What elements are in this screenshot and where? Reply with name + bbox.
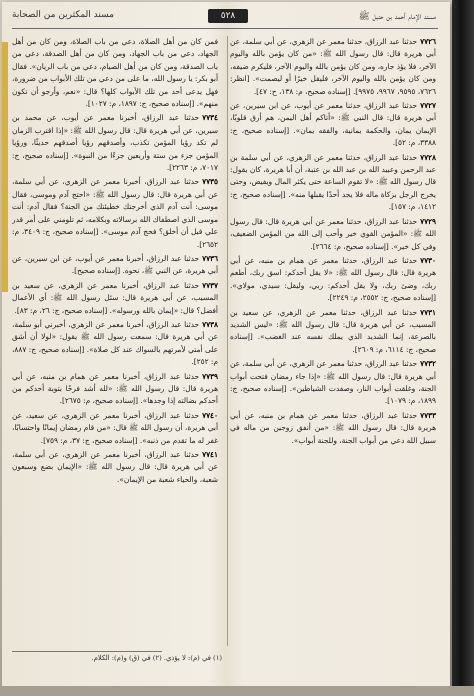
hadith-text: حدثنا عبد الرزاق، أخبرنا معمر عن الزهري، عن أبي سلمة، عن أبي هريرة قال: قال رسول الله ﷺ: «احتج آدم وموسى، فقال موسى: أنت آدم الذي أخرجتك خطيئتك من الجنة؟ فقال آدم: أنت موسى الذي اصطفاك الله برسالاته وبكلامه، ثم تلومني على أمر قدر علي قبل أن أخلق؟ فحج آدم موسى». [إسناده صحيح، ج: ٣٤٠٩، م: ٢٦٥٢].: [12, 177, 218, 249]
hadith-entry: [230, 358, 436, 408]
hadith-number: ٧٧٣٢: [420, 359, 436, 369]
hadith-text: حدثنا عبد الرزاق، حدثنا معمر عن الزهري، عن أبي سلمة، عن أبي هريرة قال: قال رسول الله ﷺ: «إذا جاء رمضان فتحت أبواب الجنة، وغلقت أبواب النار، وصفدت الشياطين». [إسناده صحيح، ج: ١٨٩٩، م: ١٠٧٩].: [230, 359, 436, 406]
hadith-number: ٧٧٢٦: [420, 37, 436, 46]
hadith-text: حدثنا عبد الرزاق، أخبرنا معمر عن الزهري، عن أبي سلمة، عن أبي هريرة قال: قال رسول الله ﷺ: «الإيمان بضع وسبعون شعبة، والحياء شعبة من الإيمان».: [12, 450, 218, 484]
hadith-entry: [12, 36, 218, 110]
hadith-entry: [12, 319, 218, 369]
hadith-entry: [230, 410, 436, 447]
text-column-right: [230, 36, 436, 658]
hadith-entry: [230, 216, 436, 253]
hadith-text: حدثنا عبد الرزاق، أخبرنا معمر عن الزهري، أخبرني أبو سلمة، عن أبي هريرة قال: سمعت رسول الله ﷺ يقول: «لولا أن أشق على أمتي لأمرتهم بالسواك عند كل صلاة». [إسناده صحيح، ج: ٨٨٧، م: ٢٥٢].: [12, 319, 218, 367]
footnote-rule: [12, 651, 162, 652]
hadith-number: ٧٧٣٤: [202, 113, 218, 123]
bottom-shadow: [0, 686, 474, 696]
hadith-text: حدثنا عبد الرزاق، حدثنا معمر عن الزهري، عن أبي سلمة بن عبد الرحمن وعبيد الله بن عبد الله بن عتبة، أن أبا هريرة، كان يقول: قال رسول الله ﷺ: «لا تقوم الساعة حتى يكثر المال ويفيض، وحتى يخرج الرجل بزكاة ماله فلا يجد أحدًا يقبلها منه». [إسناده صحيح، ج: ١٤١٢، م: ١٥٧].: [230, 152, 436, 212]
hadith-entry: [230, 255, 436, 305]
book-page: [2, 2, 450, 686]
page-number: ٥٢٨: [208, 9, 248, 23]
column-divider: [227, 36, 228, 646]
hadith-entry: [230, 36, 436, 98]
running-title-left: مسند المكثرين من الصحابة: [12, 10, 114, 20]
hadith-number: ٧٧٣٩: [202, 371, 218, 381]
hadith-text: حدثنا عبد الرزاق، حدثنا معمر عن الزهري، عن سعيد بن المسيب، عن أبي هريرة قال: قال رسول الله ﷺ: «ليس الشديد بالصرعة، إنما الشديد الذي يملك نفسه عند الغضب». [إسناده صحيح، ج: ٦١١٤، م: ٢٦٠٩].: [230, 307, 436, 354]
hadith-number: ٧٧٣١: [420, 307, 436, 317]
hadith-entry: [12, 112, 218, 174]
hadith-entry: [12, 280, 218, 317]
hadith-text: حدثنا عبد الرزاق، أخبرنا معمر عن الزهري، عن سعيد بن المسيب، عن أبي هريرة قال: سئل رسول الله ﷺ: أي الأعمال أفضل؟ قال: «إيمان بالله ورسوله». [إسناده صحيح، ج: ٢٦، م: ٨٣].: [12, 280, 218, 315]
hadith-number: ٧٧٤١: [202, 450, 218, 459]
hadith-entry: [230, 152, 436, 214]
hadith-text: حدثنا عبد الرزاق، حدثنا معمر عن أيوب، عن ابن سيرين، عن أبي هريرة قال: قال النبي ﷺ: «أتاكم أهل اليمن، هم أرق قلوبًا، الإيمان يمان، والحكمة يمانية، والفقه يمان». [إسناده صحيح، ج: ٣٣٨٨، م: ٥٢].: [230, 101, 436, 148]
hadith-entry: [12, 371, 218, 408]
book-cover-edge: [452, 0, 474, 696]
hadith-number: ٧٧٣٥: [202, 177, 218, 187]
hadith-entry: [230, 307, 436, 357]
hadith-entry: [12, 449, 218, 486]
header-rule: [12, 28, 438, 29]
hadith-number: ٧٧٣٣: [420, 410, 436, 420]
hadith-entry: [230, 100, 436, 150]
hadith-number: ٧٧٢٧: [420, 101, 436, 111]
hadith-text: حدثنا عبد الرزاق، حدثنا معمر عن همام بن منبه، عن أبي هريرة قال: قال رسول الله ﷺ: «من أنفق زوجين من ماله في سبيل الله دعي من أبواب الجنة، وللجنة أبواب».: [230, 410, 436, 445]
hadith-number: ٧٧٣٠: [420, 255, 436, 265]
hadith-number: ٧٧٣٦: [202, 253, 218, 263]
hadith-text: حدثنا عبد الرزاق، أخبرنا معمر عن همام بن منبه، عن أبي هريرة قال: قال رسول الله ﷺ: «لله أشد فرحًا بتوبة أحدكم من أحدكم بضالته إذا وجدها». [إسناده صحيح، م: ٢٦٧٥].: [12, 371, 218, 406]
hadith-text: حدثنا عبد الرزاق، أخبرنا معمر عن أيوب، عن محمد بن سيرين، عن أبي هريرة قال: قال رسول الله ﷺ: «إذا اقترب الزمان لم تكد رؤيا المؤمن تكذب، وأصدقهم رؤيا أصدقهم حديثًا، ورؤيا المؤمن جزء من ستة وأربعين جزءًا من النبوة». [إسناده صحيح، ج: ٧٠١٧، م: ٢٢٦٣].: [12, 113, 218, 173]
hadith-number: ٧٧٢٨: [420, 152, 436, 162]
hadith-text: حدثنا عبد الرزاق، أخبرنا معمر عن أيوب، عن ابن سيرين، عن أبي هريرة، عن النبي ﷺ، نحوه. [إسناده صحيح].: [12, 253, 218, 276]
hadith-text: فمن كان من أهل الصلاة، دعي من باب الصلاة، ومن كان من أهل الجهاد، دعي من باب الجهاد، ومن كان من أهل الصدقة، دعي من باب الصدقة، ومن كان من أهل الصيام، دعي من باب الريان». فقال أبو بكر: يا رسول الله، ما على من دعي من تلك الأبواب من ضرورة، فهل يدعى أحد من تلك الأبواب كلها؟ قال: «نعم، وأرجو أن تكون منهم». [إسناده صحيح، ج: ١٨٩٧، م: ١٠٢٧].: [12, 37, 218, 109]
hadith-entry: [12, 253, 218, 278]
text-column-left: [12, 36, 218, 658]
hadith-text: حدثنا عبد الرزاق، حدثنا معمر عن أبي هريرة قال: قال رسول الله ﷺ: «المؤمن القوي خير وأحب إلى الله من المؤمن الضعيف، وفي كل خير». [إسناده صحيح، م: ٢٦٦٤].: [230, 216, 436, 251]
hadith-number: ٧٧٢٩: [420, 216, 436, 226]
hadith-number: ٧٧٣٨: [202, 319, 218, 329]
hadith-entry: [12, 410, 218, 447]
footnote: (١) في (م): لا يؤذي. (٢) في (ق) و(م): الكلام.: [91, 654, 222, 662]
hadith-number: ٧٧٤٠: [202, 410, 218, 420]
hadith-text: حدثنا عبد الرزاق، أخبرنا معمر عن الزهري، عن سعيد، عن أبي هريرة، أن رسول الله ﷺ قال: «من قام رمضان إيمانًا واحتسابًا، غفر له ما تقدم من ذنبه». [إسناده صحيح، ج: ٣٧، م: ٧٥٩].: [12, 410, 218, 445]
hadith-entry: [12, 176, 218, 250]
hadith-text: حدثنا عبد الرزاق، حدثنا معمر عن الزهري، عن أبي سلمة، عن أبي هريرة قال: قال رسول الله ﷺ: «من كان يؤمن بالله واليوم الآخر، فلا يؤذ جاره، ومن كان يؤمن بالله واليوم الآخر، فليكرم ضيفه، ومن كان يؤمن بالله واليوم الآخر، فليقل خيرًا أو ليصمت». [انظر: ٧٦٢٦، ٩٥٩٥، ٩٩٦٧، ٩٩٧٥]. [إسناده صحيح، م: ١٣٨، ح: ٤٧].: [230, 37, 436, 96]
bookmark-ribbon: [2, 42, 8, 292]
hadith-number: ٧٧٣٧: [202, 280, 218, 290]
hadith-text: حدثنا عبد الرزاق، حدثنا معمر عن همام بن منبه، عن أبي هريرة قال: قال رسول الله ﷺ: «لا يقل أحدكم: اسق ربك، أطعم ربك، وضئ ربك، ولا يقل أحدكم: ربي، وليقل: سيدي، مولاي». [إسناده صحيح، ج: ٢٥٥٢، م: ٢٢٤٩].: [230, 255, 436, 303]
running-title-right: مسند الإمام أحمد بن حنبل ﷺ: [358, 12, 436, 22]
